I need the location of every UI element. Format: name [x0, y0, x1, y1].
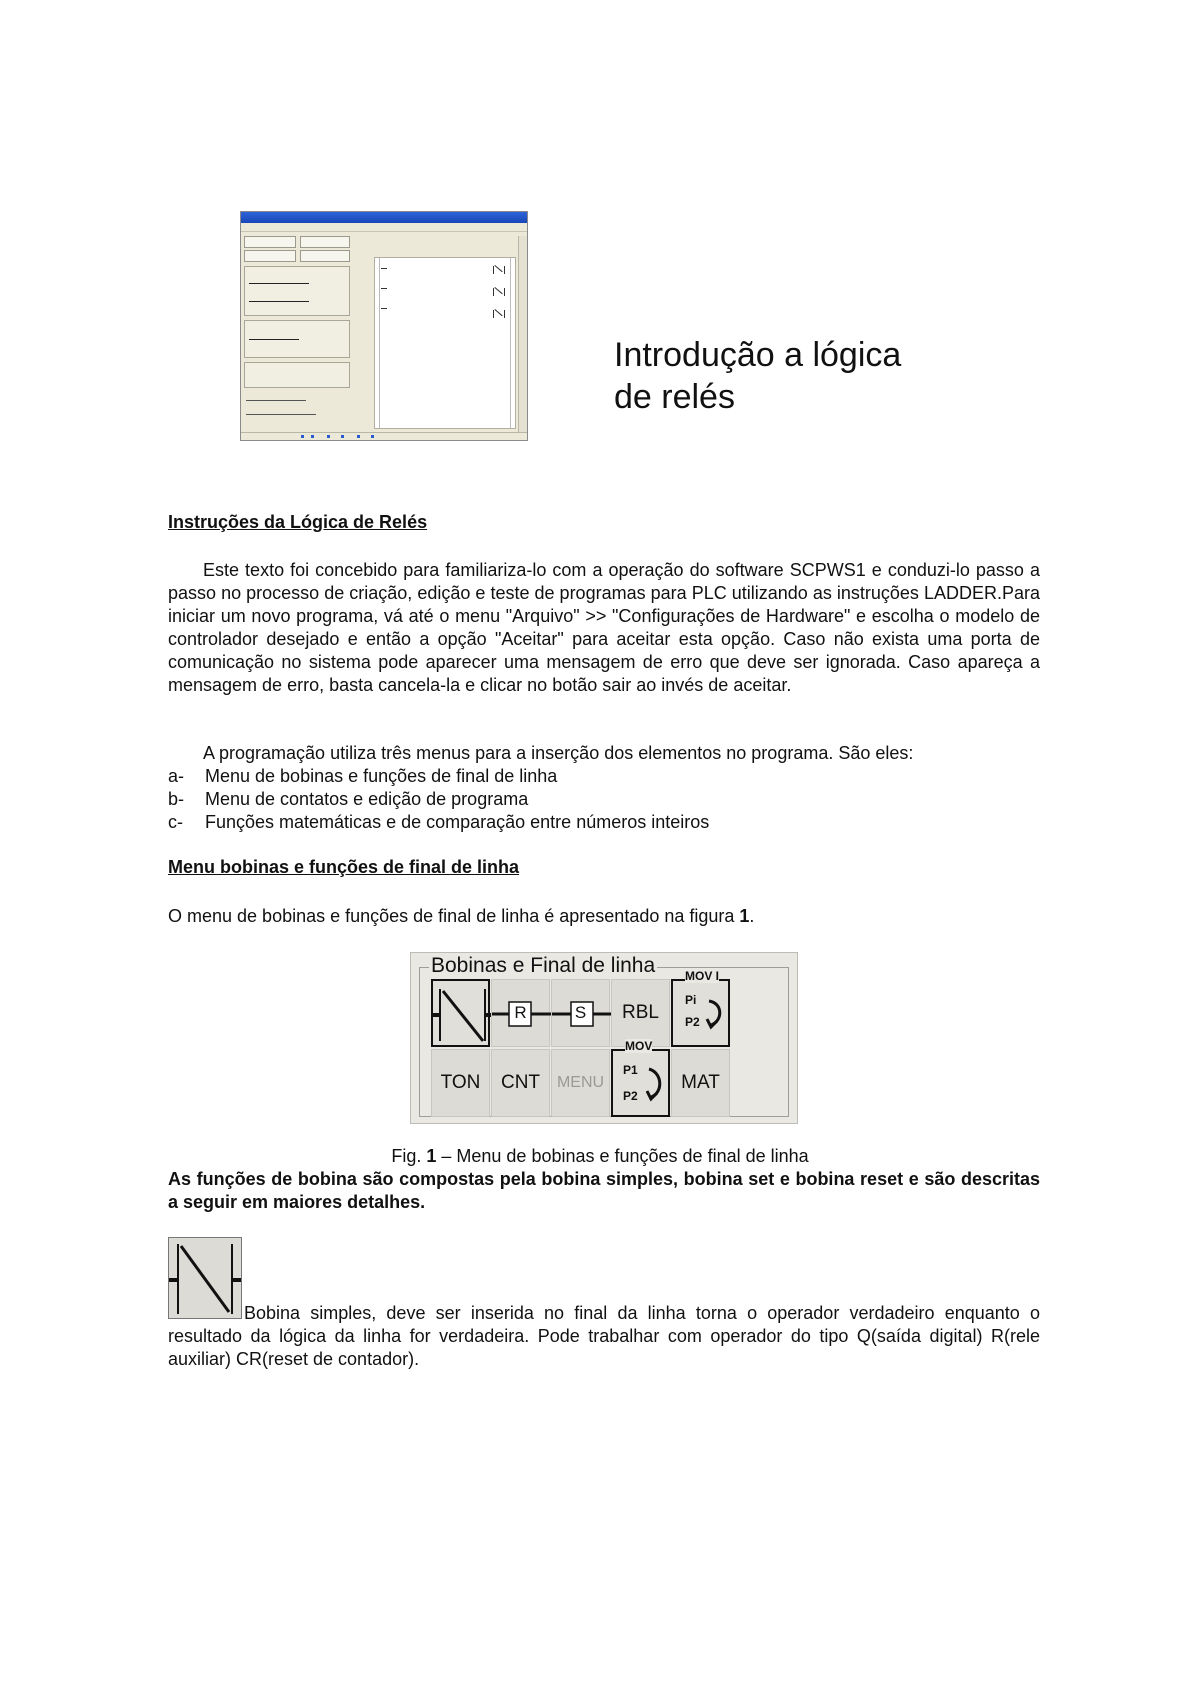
- list-marker: b-: [168, 789, 185, 809]
- mov-p1-label: P1: [623, 1063, 638, 1077]
- section-heading-coils-menu: Menu bobinas e funções de final de linha: [168, 857, 520, 877]
- coils-menu-figure: [410, 952, 798, 1124]
- movi-p1-label: Pi: [685, 993, 697, 1007]
- simple-coil-description: [168, 1302, 1040, 1371]
- list-item: [168, 811, 709, 834]
- thumb-button: [300, 236, 350, 248]
- window-menubar: [241, 223, 527, 232]
- reset-coil-button[interactable]: [491, 979, 550, 1047]
- rbl-label: RBL: [622, 1002, 659, 1023]
- mat-button[interactable]: [671, 1049, 730, 1117]
- thumb-group-contacts: [244, 320, 350, 358]
- rbl-button[interactable]: [611, 979, 670, 1047]
- thumb-scrollbar: [518, 236, 527, 432]
- figure-caption-text: – Menu de bobinas e funções de final de linha: [436, 1146, 809, 1166]
- document-title-line1: Introdução a lógica: [614, 336, 902, 374]
- thumb-ladder-canvas: [374, 257, 516, 429]
- list-marker: c-: [168, 812, 183, 832]
- figure-reference-suffix: .: [749, 906, 755, 926]
- mov-label: MOV: [625, 1039, 653, 1053]
- software-screenshot-thumbnail: [240, 211, 528, 441]
- coil-functions-paragraph: As funções de bobina são compostas pela bobina simples, bobina set e bobina reset e são descritas a seguir em maiores detalhes.: [168, 1169, 1040, 1212]
- list-text: Menu de bobinas e funções de final de linha: [205, 766, 558, 786]
- list-text: Menu de contatos e edição de programa: [205, 789, 529, 809]
- thumb-button: [300, 250, 350, 262]
- simple-coil-icon: [433, 981, 492, 1049]
- reset-coil-label: R: [514, 1003, 527, 1022]
- cnt-button[interactable]: [491, 1049, 550, 1117]
- mat-label: MAT: [681, 1072, 720, 1093]
- coils-menu-legend: Bobinas e Final de linha: [431, 954, 656, 977]
- list-text: Funções matemáticas e de comparação entre números inteiros: [205, 812, 710, 832]
- mov-p2-label: P2: [623, 1089, 638, 1103]
- thumb-button: [244, 250, 296, 262]
- figure-caption-number: 1: [426, 1146, 437, 1166]
- window-left-pane: [244, 236, 352, 422]
- set-coil-label: S: [574, 1003, 587, 1022]
- list-item: [168, 788, 528, 811]
- window-statusbar: [241, 432, 527, 440]
- intro-paragraph: Este texto foi concebido para familiariza-lo com a operação do software SCPWS1 e conduzi-lo passo a passo no processo de criação, edição e teste de programas para PLC utilizando as instruções LADDER.Para iniciar um novo programa, vá até o menu "Arquivo" >> "Configurações de Hardware" e escolha o modelo de controlador desejado e então a opção "Aceitar" para aceitar esta opção. Caso não exista uma porta de comunicação no sistema pode aparecer uma mensagem de erro que deve ser ignorada. Caso apareça a mensagem de erro, basta cancela-la e clicar no botão sair ao invés de aceitar.: [168, 560, 1040, 695]
- simple-coil-button[interactable]: [431, 979, 490, 1047]
- movi-button[interactable]: [671, 969, 730, 1047]
- section-heading-instructions: Instruções da Lógica de Relés: [168, 512, 428, 532]
- figure-reference-paragraph: [168, 905, 1040, 928]
- figure-caption: [0, 1146, 1200, 1167]
- menu-label: MENU: [556, 1074, 605, 1091]
- window-titlebar: [241, 212, 527, 223]
- thumb-group-math: [244, 362, 350, 388]
- thumb-group-coils: [244, 266, 350, 316]
- ton-label: TON: [440, 1072, 481, 1093]
- set-coil-button[interactable]: [551, 979, 610, 1047]
- ton-button[interactable]: [431, 1049, 490, 1117]
- figure-reference-number: 1: [739, 906, 750, 926]
- simple-coil-description-text: Bobina simples, deve ser inserida no final da linha torna o operador verdadeiro enquanto o resultado da lógica da linha for verdadeira. Pode trabalhar com operador do tipo Q(saída digital) R(rele auxiliar) CR(reset de contador).: [168, 1303, 1040, 1369]
- menus-paragraph: A programação utiliza três menus para a inserção dos elementos no programa. São eles:: [203, 743, 914, 763]
- mov-button[interactable]: [611, 1039, 670, 1117]
- figure-reference-text: O menu de bobinas e funções de final de linha é apresentado na figura: [168, 906, 740, 926]
- cnt-label: CNT: [500, 1072, 541, 1093]
- thumb-button: [244, 236, 296, 248]
- movi-p2-label: P2: [685, 1015, 700, 1029]
- menu-button[interactable]: [551, 1049, 610, 1117]
- arrow-curve-icon: [613, 1051, 672, 1119]
- document-title-line2: de relés: [614, 378, 735, 416]
- figure-caption-prefix: Fig.: [391, 1146, 427, 1166]
- list-marker: a-: [168, 766, 185, 786]
- list-item: [168, 765, 557, 788]
- document-title: [614, 334, 1034, 418]
- arrow-curve-icon: [673, 981, 732, 1049]
- movi-label: MOV I: [685, 969, 720, 983]
